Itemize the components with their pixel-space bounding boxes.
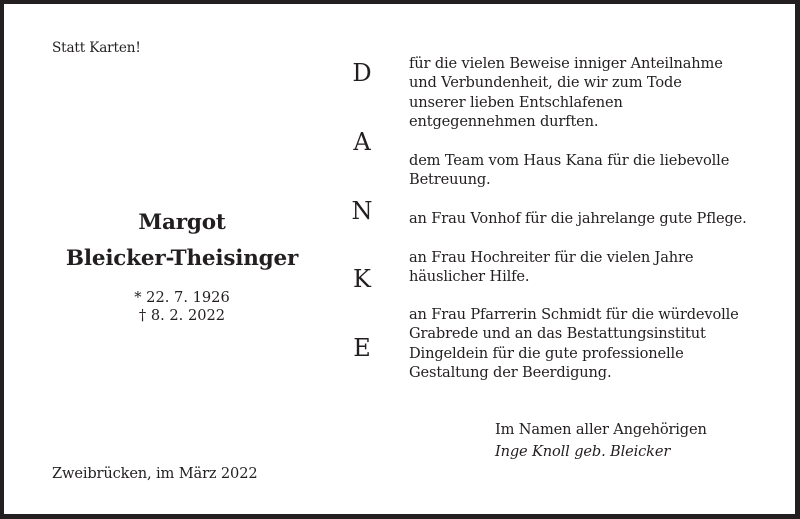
birth-date: * 22. 7. 1926	[134, 289, 230, 306]
thanks-line: an Frau Hochreiter für die vielen Jahre	[409, 249, 694, 266]
deceased-first-name: Margot	[138, 210, 226, 235]
thanks-line: an Frau Pfarrerin Schmidt für die würdevolle	[409, 306, 739, 323]
signature-intro: Im Namen aller Angehörigen	[495, 421, 707, 438]
signature-name: Inge Knoll geb. Bleicker	[495, 443, 671, 460]
obituary-card	[4, 4, 795, 514]
thanks-paragraph-4	[409, 248, 693, 287]
thanks-line: Gestaltung der Beerdigung.	[409, 364, 612, 382]
thanks-line: an Frau Vonhof für die jahrelange gute Pflege.	[409, 210, 747, 227]
danke-letter-n: N	[351, 197, 373, 225]
thanks-line: häuslicher Hilfe.	[409, 268, 530, 286]
thanks-line: dem Team vom Haus Kana für die liebevolle	[409, 152, 730, 169]
danke-letter-k: K	[353, 265, 371, 293]
header-text: Statt Karten!	[52, 40, 141, 56]
thanks-paragraph-3	[409, 209, 747, 228]
danke-letter-d: D	[352, 59, 372, 87]
danke-letter-e: E	[353, 334, 371, 362]
deceased-last-name: Bleicker-Theisinger	[65, 246, 299, 271]
place-date: Zweibrücken, im März 2022	[52, 465, 258, 482]
thanks-line: für die vielen Beweise inniger Anteilnahme	[409, 55, 723, 72]
thanks-line: und Verbundenheit, die wir zum Tode	[409, 74, 682, 92]
thanks-line: entgegennehmen durften.	[409, 113, 599, 131]
thanks-paragraph-1	[409, 54, 723, 132]
thanks-paragraph-5	[409, 305, 739, 383]
thanks-line: Dingeldein für die gute professionelle	[409, 344, 684, 362]
thanks-line: Betreuung.	[409, 171, 491, 189]
thanks-paragraph-2	[409, 151, 729, 190]
death-date: † 8. 2. 2022	[138, 307, 226, 324]
thanks-line: unserer lieben Entschlafenen	[409, 93, 623, 111]
thanks-line: Grabrede und an das Bestattungsinstitut	[409, 325, 706, 343]
danke-letter-a: A	[353, 128, 371, 156]
life-dates	[4, 289, 360, 325]
